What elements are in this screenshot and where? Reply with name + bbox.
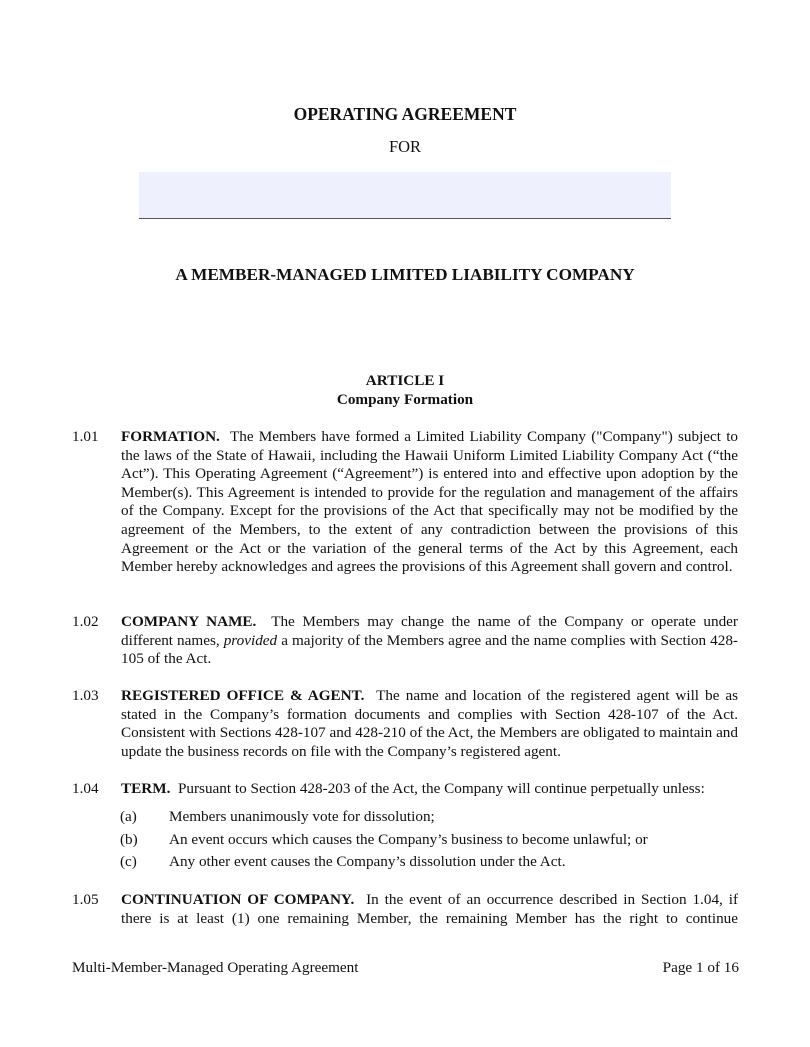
list-item-text: An event occurs which causes the Company’s business to become unlawful; or <box>169 831 648 848</box>
section-heading: TERM. <box>121 780 171 797</box>
section-text: The name and location of the registered agent will be as stated in the Company’s formation documents and complies with Section 428-107 of the Act. Consistent with Sections 428-107 and 428-210 of the Act, the Members are obligated to maintain and update the business records on file with the Company’s registered agent. <box>121 687 738 760</box>
section-number: 1.05 <box>72 891 99 908</box>
for-line: FOR <box>388 137 422 156</box>
section-text: In the event of an occurrence described in Section 1.04, if there is at least (1) one remaining Member, the remaining Member has the right to continue <box>121 891 738 927</box>
list-item-label: (a) <box>120 808 137 825</box>
page-number: Page 1 of 16 <box>662 959 739 976</box>
section-number: 1.03 <box>72 687 99 704</box>
section-1-01 <box>72 428 738 577</box>
section-body <box>121 891 738 928</box>
section-text: The Members have formed a Limited Liability Company ("Company") subject to the laws of the State of Hawaii, including the Hawaii Uniform Limited Liability Company Act (“the Act”). This Operating Agreement (“Agreement”) is entered into and effective upon adoption by the Member(s). This Agreement is intended to provide for the regulation and management of the affairs of the Company. Except for the provisions of the Act that specifically may not be modified by the agreement of the Members, to the extent of any contradiction between the provisions of this Agreement or the Act or the variation of the general terms of the Act by this Agreement, each Member hereby acknowledges and agrees the provisions of this Agreement shall govern and control. <box>121 428 739 576</box>
section-text-continued: a majority of the Members agree and the name complies with Section 428-105 of the Act. <box>121 631 738 668</box>
document-subtitle: A MEMBER-MANAGED LIMITED LIABILITY COMPANY <box>175 265 635 284</box>
footer-title: Multi-Member-Managed Operating Agreement <box>72 959 359 976</box>
article-number: ARTICLE I <box>365 372 445 389</box>
section-text: The Members may change the name of the Company or operate under different names, <box>121 613 738 649</box>
list-item <box>120 853 738 872</box>
section-body <box>121 687 738 761</box>
section-number: 1.04 <box>72 780 99 797</box>
section-1-05 <box>72 891 738 929</box>
company-name-field[interactable] <box>139 172 671 219</box>
section-1-04 <box>72 780 738 799</box>
section-number: 1.01 <box>72 428 99 445</box>
list-item-text: Any other event causes the Company’s dissolution under the Act. <box>169 853 566 870</box>
section-heading: REGISTERED OFFICE & AGENT. <box>121 687 365 704</box>
list-item <box>120 831 738 850</box>
section-1-02 <box>72 613 738 669</box>
article-name: Company Formation <box>336 391 474 408</box>
section-body <box>121 613 738 669</box>
section-heading: CONTINUATION OF COMPANY. <box>121 891 355 908</box>
section-1-03 <box>72 687 738 761</box>
section-text-emphasis: provided <box>223 631 278 649</box>
list-item <box>120 808 738 827</box>
section-heading: FORMATION. <box>121 428 220 445</box>
list-item-label: (c) <box>120 853 137 870</box>
section-body <box>121 780 738 799</box>
list-item-label: (b) <box>120 831 138 848</box>
document-title: OPERATING AGREEMENT <box>293 104 517 124</box>
section-body <box>121 428 738 577</box>
list-item-text: Members unanimously vote for dissolution; <box>169 808 435 825</box>
section-heading: COMPANY NAME. <box>121 613 257 630</box>
section-text: Pursuant to Section 428-203 of the Act, the Company will continue perpetually unless: <box>177 780 705 797</box>
section-number: 1.02 <box>72 613 99 630</box>
